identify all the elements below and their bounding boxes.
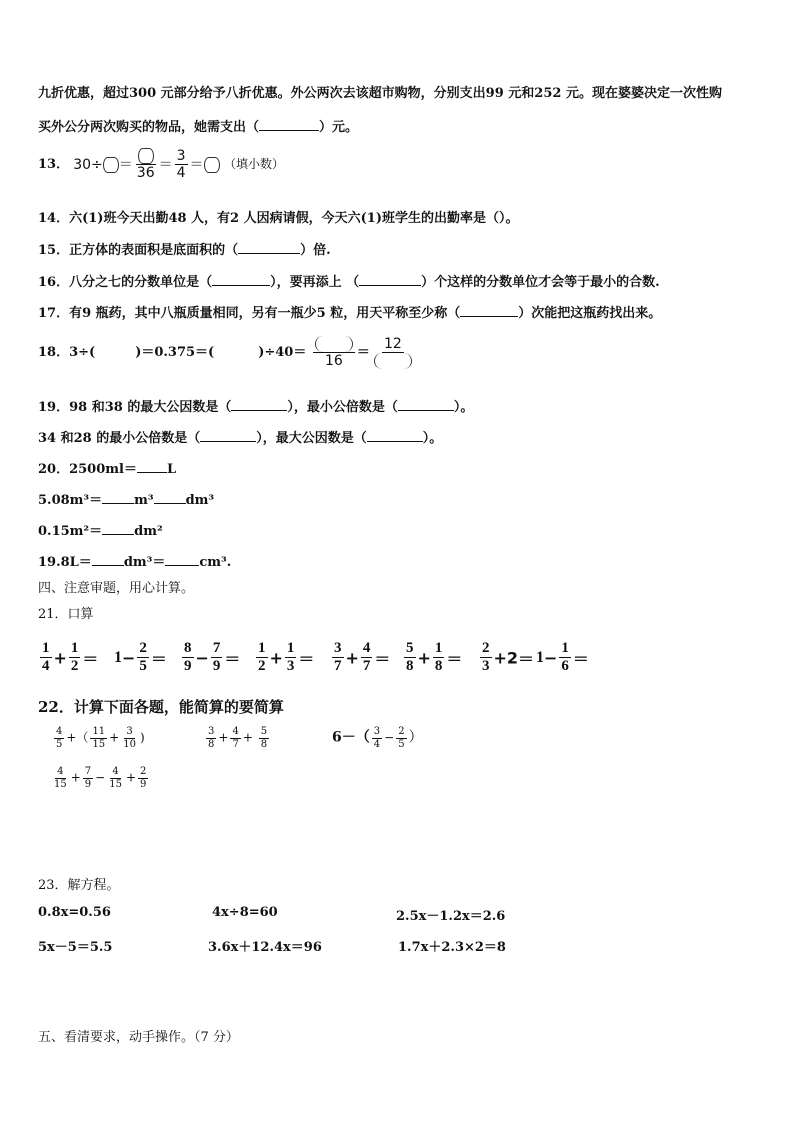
q22-e4-n2: 7 [84, 766, 92, 777]
question-19b [38, 427, 442, 446]
q16-blank-1[interactable] [212, 273, 270, 286]
question-16 [38, 271, 660, 290]
q19a-text-b: ），最小公倍数是（ [287, 400, 398, 415]
q13-decimal-box[interactable] [204, 157, 220, 173]
question-22-title: 22．计算下面各题，能简算的要简算 [38, 698, 284, 716]
q21-i4-num1: 1 [256, 640, 268, 658]
q20-l4-unit-1: dm³＝ [123, 555, 166, 570]
q20-l2-unit-2: dm³ [185, 493, 215, 508]
q21-i8-den2: 6 [561, 658, 569, 675]
q21-i2-whole: 1 [114, 648, 122, 666]
q22-e4-n4: 2 [140, 766, 147, 777]
q21-i2-num2: 2 [137, 640, 149, 658]
q21-i8-whole: 1 [536, 648, 544, 666]
q17-text-a: 17．有9 瓶药，其中八瓶质量相同，另有一瓶少5 粒，用天平称至少称（ [38, 306, 461, 321]
q21-item-1 [38, 640, 98, 676]
q21-i8-num2: 1 [559, 640, 571, 658]
q22-e1-d3: 10 [123, 738, 136, 750]
question-18: 18．3÷( )＝0.375＝( )÷40＝ 16 ＝ 12 [38, 336, 416, 369]
question-20-line-3 [38, 520, 163, 539]
q22-e3-d2: 5 [398, 738, 405, 750]
q21-item-6 [402, 640, 462, 676]
q19b-text-b: ），最大公因数是（ [256, 431, 367, 446]
q18-denominator-box[interactable] [374, 353, 412, 369]
q22-e2-d1: 8 [208, 738, 215, 750]
q21-item-5 [330, 640, 390, 676]
q15-text-a: 15．正方体的表面积是底面积的（ [38, 243, 239, 258]
q13-numerator-box[interactable] [138, 148, 154, 164]
question-17 [38, 302, 661, 321]
q13-expr-a: 30÷ [73, 156, 103, 173]
q21-i5-num1: 3 [332, 640, 344, 658]
q21-i3-num2: 7 [211, 640, 223, 658]
q21-i6-num1: 5 [404, 640, 416, 658]
section-4-title: 四、注意审题，用心计算。 [38, 581, 195, 596]
q22-expr-1: $\frac{4}{5}$ +（ $\frac{11}{15}$ + $\frac{3}{10}$ ) [56, 726, 145, 750]
q13-hint: （填小数） [223, 157, 284, 172]
q20-l3-blank[interactable] [102, 522, 134, 535]
q20-l4-blank-1[interactable] [92, 553, 124, 566]
q22-e4-n3: 4 [112, 766, 119, 777]
q21-i6-num2: 1 [433, 640, 445, 658]
q23-eq-1: 0.8x=0.56 [38, 905, 111, 920]
q21-i5-num2: 4 [361, 640, 373, 658]
q19a-blank-1[interactable] [231, 398, 287, 411]
q21-i5-den2: 7 [362, 658, 371, 675]
q21-i3-eq: ＝ [224, 649, 241, 669]
q21-i5-op: + [345, 648, 359, 668]
q21-i7-eq: ＝ [518, 649, 535, 669]
q21-item-2 [114, 640, 167, 676]
q20-l2-text: 5.08m³＝ [38, 493, 103, 508]
q21-i7-den1: 3 [482, 658, 490, 675]
q18-denominator: 16 [324, 353, 343, 370]
q22-e1-paren-open: +（ [66, 730, 89, 745]
q20-l1-blank[interactable] [137, 460, 167, 473]
q20-l3-text: 0.15m²＝ [38, 524, 103, 539]
intro-text-a: 买外公分两次购买的物品，她需支出（ [38, 120, 260, 135]
q21-i1-num2: 1 [69, 640, 81, 658]
q15-text-b: ）倍. [300, 243, 331, 258]
q21-i4-den1: 2 [258, 658, 266, 675]
q22-e2-n3: 5 [260, 726, 268, 737]
q22-expr-4: $\frac{4}{15}$ + $\frac{7}{9}$ − $\frac{4}{15}$ + $\frac{2}{9}$ [54, 766, 147, 790]
q21-i2-eq: ＝ [150, 649, 167, 669]
q22-e3-d1: 4 [373, 738, 381, 750]
q22-e4-d3: 15 [109, 778, 122, 790]
q23-eq-2: 4x÷8=60 [212, 905, 278, 920]
q19a-text-c: ）。 [453, 400, 474, 415]
q20-l2-blank-2[interactable] [154, 491, 186, 504]
q22-e4-d2: 9 [84, 778, 92, 790]
question-19a [38, 396, 473, 415]
q23-eq-5: 3.6x＋12.4x＝96 [208, 940, 322, 955]
q21-item-7 [478, 640, 534, 676]
q21-i8-op: − [544, 648, 558, 668]
q21-item-4 [254, 640, 314, 676]
q13-denominator: 36 [136, 165, 155, 182]
q21-i5-eq: ＝ [374, 649, 391, 669]
q13-answer-box[interactable] [103, 157, 119, 173]
q21-i4-eq: ＝ [298, 649, 315, 669]
q22-e3-n2: 2 [398, 726, 405, 737]
q22-e2-n1: 3 [208, 726, 215, 737]
q21-i7-num1: 2 [480, 640, 492, 658]
q23-eq-3: 2.5x－1.2x＝2.6 [396, 909, 506, 924]
q22-e4-d1: 15 [54, 778, 67, 790]
q19a-text-a: 19．98 和38 的最大公因数是（ [38, 400, 232, 415]
q13-frac-num: 3 [176, 148, 186, 164]
q15-blank[interactable] [238, 241, 300, 254]
q20-l2-unit-1: m³ [134, 493, 154, 508]
q22-e2-d2: 7 [232, 738, 239, 750]
q20-l3-unit: dm² [134, 524, 163, 539]
q21-i4-op: + [269, 648, 283, 668]
q23-eq-6: 1.7x＋2.3×2＝8 [398, 940, 506, 955]
q21-i8-eq: ＝ [572, 649, 589, 669]
q19b-blank-2[interactable] [367, 429, 423, 442]
intro-line-1: 九折优惠，超过300 元部分给予八折优惠。外公两次去该超市购物，分别支出99 元和252 元。现在婆婆决定一次性购 [38, 86, 722, 101]
question-13: 13． 30÷ ＝ 36 ＝ $\frac{3}{4}$ ＝ （填小数） [38, 148, 284, 182]
q21-i5-den1: 7 [334, 658, 342, 675]
q21-item-8 [536, 640, 589, 676]
q21-i1-den1: 4 [42, 658, 50, 675]
q18-text-c: )÷40＝ [258, 345, 307, 361]
q22-e4-n1: 4 [57, 766, 64, 777]
question-23-title: 23．解方程。 [38, 878, 120, 893]
q21-i3-den2: 9 [212, 658, 221, 675]
q21-i1-op: + [53, 648, 67, 668]
q21-i3-den1: 9 [184, 658, 192, 675]
q16-text-b: ），要再添上 （ [270, 275, 360, 290]
q22-e1-n2: 11 [92, 726, 106, 737]
q22-e2-d3: 8 [260, 738, 268, 750]
q21-i3-op: − [195, 648, 209, 668]
q16-blank-2[interactable] [359, 273, 421, 286]
q21-i2-op: − [122, 648, 136, 668]
q19b-text-c: ）。 [422, 431, 443, 446]
q21-i6-den1: 8 [406, 658, 414, 675]
q19b-blank-1[interactable] [200, 429, 256, 442]
q19b-text-a: 34 和28 的最小公倍数是（ [38, 431, 201, 446]
q21-i3-num1: 8 [182, 640, 194, 658]
q20-l4-blank-2[interactable] [165, 553, 199, 566]
q21-i6-op: + [417, 648, 431, 668]
q18-frac-num: 12 [383, 336, 402, 352]
q22-e3-n1: 3 [373, 726, 381, 737]
answer-blank[interactable] [259, 118, 319, 131]
q21-i6-den2: 8 [434, 658, 443, 675]
q18-numerator-box[interactable] [315, 336, 353, 352]
q22-e1-n3: 3 [126, 726, 133, 737]
q20-l4-text: 19.8L＝ [38, 555, 92, 570]
q21-i7-op: +2 [493, 648, 519, 668]
q21-item-3 [180, 640, 240, 676]
q21-i1-den2: 2 [70, 658, 79, 675]
question-20-line-1 [38, 458, 176, 477]
q21-i6-eq: ＝ [446, 649, 463, 669]
q22-e1-d2: 15 [92, 738, 106, 750]
q22-e2-n2: 4 [232, 726, 239, 737]
q22-expr-3: 6－（ $\frac{3}{4}$ − $\frac{2}{5}$ ） [332, 726, 423, 750]
q22-e3-paren-close: ） [408, 729, 423, 746]
q16-text-c: ）个这样的分数单位才会等于最小的合数. [421, 275, 660, 290]
q23-eq-4: 5x－5＝5.5 [38, 940, 113, 955]
q20-l2-blank-1[interactable] [102, 491, 134, 504]
q20-l4-unit-2: cm³. [199, 555, 232, 570]
q21-i2-den2: 5 [139, 658, 147, 675]
q18-text-a: 18．3÷( [38, 345, 96, 361]
q22-e1-d1: 5 [56, 738, 63, 750]
q20-l1-unit: L [166, 462, 177, 477]
section-5-title: 五、看清要求，动手操作。（7 分） [38, 1030, 239, 1045]
q22-e3-text: 6－（ [332, 729, 370, 746]
intro-line-2 [38, 116, 358, 135]
q17-text-b: ）次能把这瓶药找出来。 [518, 306, 662, 321]
question-20-line-4 [38, 551, 231, 570]
intro-text-b: ）元。 [319, 120, 359, 135]
q21-i4-den2: 3 [286, 658, 295, 675]
q21-i1-num1: 1 [40, 640, 52, 658]
q22-e1-n1: 4 [56, 726, 63, 737]
question-15 [38, 239, 331, 258]
q13-number: 13． [38, 157, 70, 173]
q18-text-b: )＝0.375＝( [135, 345, 215, 361]
question-14: 14．六(1)班今天出勤48 人，有2 人因病请假，今天六(1)班学生的出勤率是（）。 [38, 211, 519, 226]
q19a-blank-2[interactable] [398, 398, 454, 411]
q16-text-a: 16．八分之七的分数单位是（ [38, 275, 213, 290]
question-20-line-2 [38, 489, 214, 508]
q20-l1-text: 20．2500ml＝ [38, 462, 137, 477]
q21-i1-eq: ＝ [82, 649, 99, 669]
q22-e4-d4: 9 [140, 778, 147, 790]
q21-i4-num2: 1 [285, 640, 297, 658]
q22-e1-paren-close: ) [139, 730, 145, 745]
q17-blank[interactable] [460, 304, 518, 317]
question-21-title: 21．口算 [38, 607, 94, 622]
q13-frac-den: 4 [176, 165, 186, 182]
q22-expr-2: $\frac{3}{8}$ + $\frac{4}{7}$ + $\frac{5}{8}$ [208, 726, 268, 750]
